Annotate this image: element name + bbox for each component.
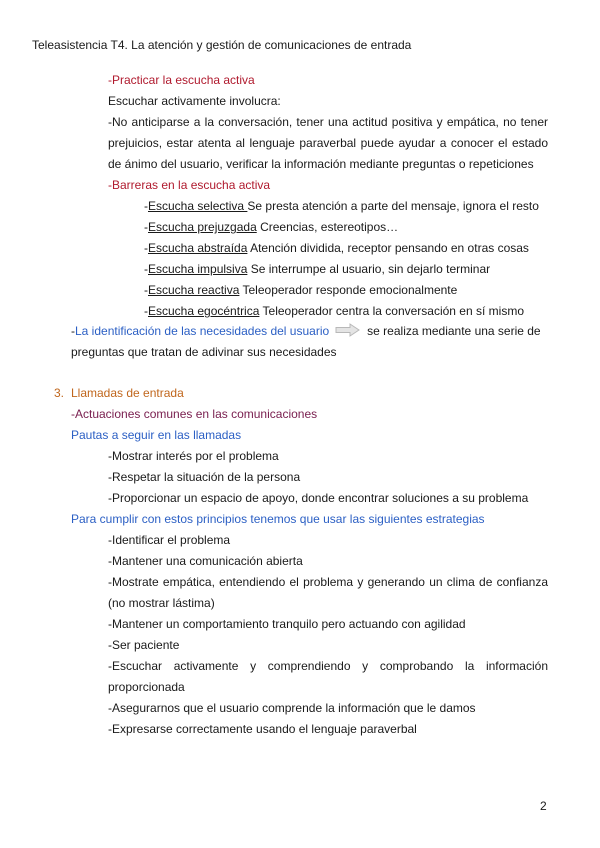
strategies-heading: Para cumplir con estos principios tenemos que usar las siguientes estrategias (71, 512, 485, 526)
paragraph-line: -No anticiparse a la conversación, tener una actitud positiva y empática, no tener (108, 115, 548, 129)
barrier-desc: Teleoperador responde emocionalmente (239, 283, 458, 297)
page-header: Teleasistencia T4. La atención y gestión de comunicaciones de entrada (32, 38, 412, 52)
needs-heading: La identificación de las necesidades del usuario (75, 324, 330, 339)
barrier-item (144, 240, 529, 256)
list-item: -Mostrate empática, entendiendo el problema y generando un clima de confianza (108, 575, 548, 589)
list-item-continued: (no mostrar lástima) (108, 596, 215, 610)
guidelines-heading: Pautas a seguir en las llamadas (71, 428, 242, 442)
needs-text: se realiza mediante una serie de (367, 324, 541, 339)
barrier-prefix: - (144, 283, 148, 297)
barrier-desc: Atención dividida, receptor pensando en otras cosas (247, 241, 529, 255)
barrier-prefix: - (144, 220, 148, 234)
barrier-term: Escucha impulsiva (148, 262, 248, 276)
paragraph-line: de ánimo del usuario, verificar la información mediante preguntas o repeticiones (108, 157, 534, 171)
needs-prefix: - (71, 324, 75, 339)
barrier-term: Escucha egocéntrica (148, 304, 260, 318)
active-listening-intro: Escuchar activamente involucra: (108, 94, 281, 108)
right-arrow-icon (335, 323, 361, 341)
barrier-desc: Creencias, estereotipos… (256, 220, 399, 234)
list-item: -Escuchar activamente y comprendiendo y comprobando la información (108, 659, 548, 673)
section-title: Llamadas de entrada (71, 386, 184, 400)
barrier-item (144, 261, 490, 277)
barrier-item (144, 303, 524, 319)
section-number: 3. (54, 386, 65, 400)
list-item: -Respetar la situación de la persona (108, 470, 301, 484)
barriers-heading: -Barreras en la escucha activa (108, 178, 271, 192)
needs-line (71, 323, 541, 341)
barrier-term: Escucha abstraída (148, 241, 248, 255)
page-number: 2 (540, 799, 547, 813)
needs-text-continued: preguntas que tratan de adivinar sus necesidades (71, 345, 337, 359)
barrier-item (144, 282, 457, 298)
barrier-term: Escucha reactiva (148, 283, 240, 297)
barrier-item (144, 219, 398, 235)
list-item: -Asegurarnos que el usuario comprende la información que le damos (108, 701, 476, 715)
list-item: -Mantener un comportamiento tranquilo pero actuando con agilidad (108, 617, 466, 631)
barrier-prefix: - (144, 199, 148, 213)
barrier-item (144, 198, 539, 214)
list-item: -Mostrar interés por el problema (108, 449, 279, 463)
section-subheading: -Actuaciones comunes en las comunicaciones (71, 407, 318, 421)
list-item: -Ser paciente (108, 638, 180, 652)
list-item: -Mantener una comunicación abierta (108, 554, 303, 568)
list-item: -Expresarse correctamente usando el lenguaje paraverbal (108, 722, 417, 736)
barrier-desc: Se presta atención a parte del mensaje, ignora el resto (247, 199, 539, 213)
list-item: -Identificar el problema (108, 533, 231, 547)
barrier-desc: Teleoperador centra la conversación en sí mismo (259, 304, 524, 318)
paragraph-line: prejuicios, estar atenta al lenguaje paraverbal puede ayudar a conocer el estado (108, 136, 548, 150)
list-item: -Proporcionar un espacio de apoyo, donde encontrar soluciones a su problema (108, 491, 529, 505)
active-listening-heading: -Practicar la escucha activa (108, 73, 255, 87)
list-item-continued: proporcionada (108, 680, 185, 694)
barrier-term: Escucha prejuzgada (148, 220, 257, 234)
barrier-prefix: - (144, 304, 148, 318)
barrier-desc: Se interrumpe al usuario, sin dejarlo terminar (247, 262, 491, 276)
barrier-prefix: - (144, 241, 148, 255)
barrier-term: Escucha selectiva (148, 199, 248, 213)
barrier-prefix: - (144, 262, 148, 276)
